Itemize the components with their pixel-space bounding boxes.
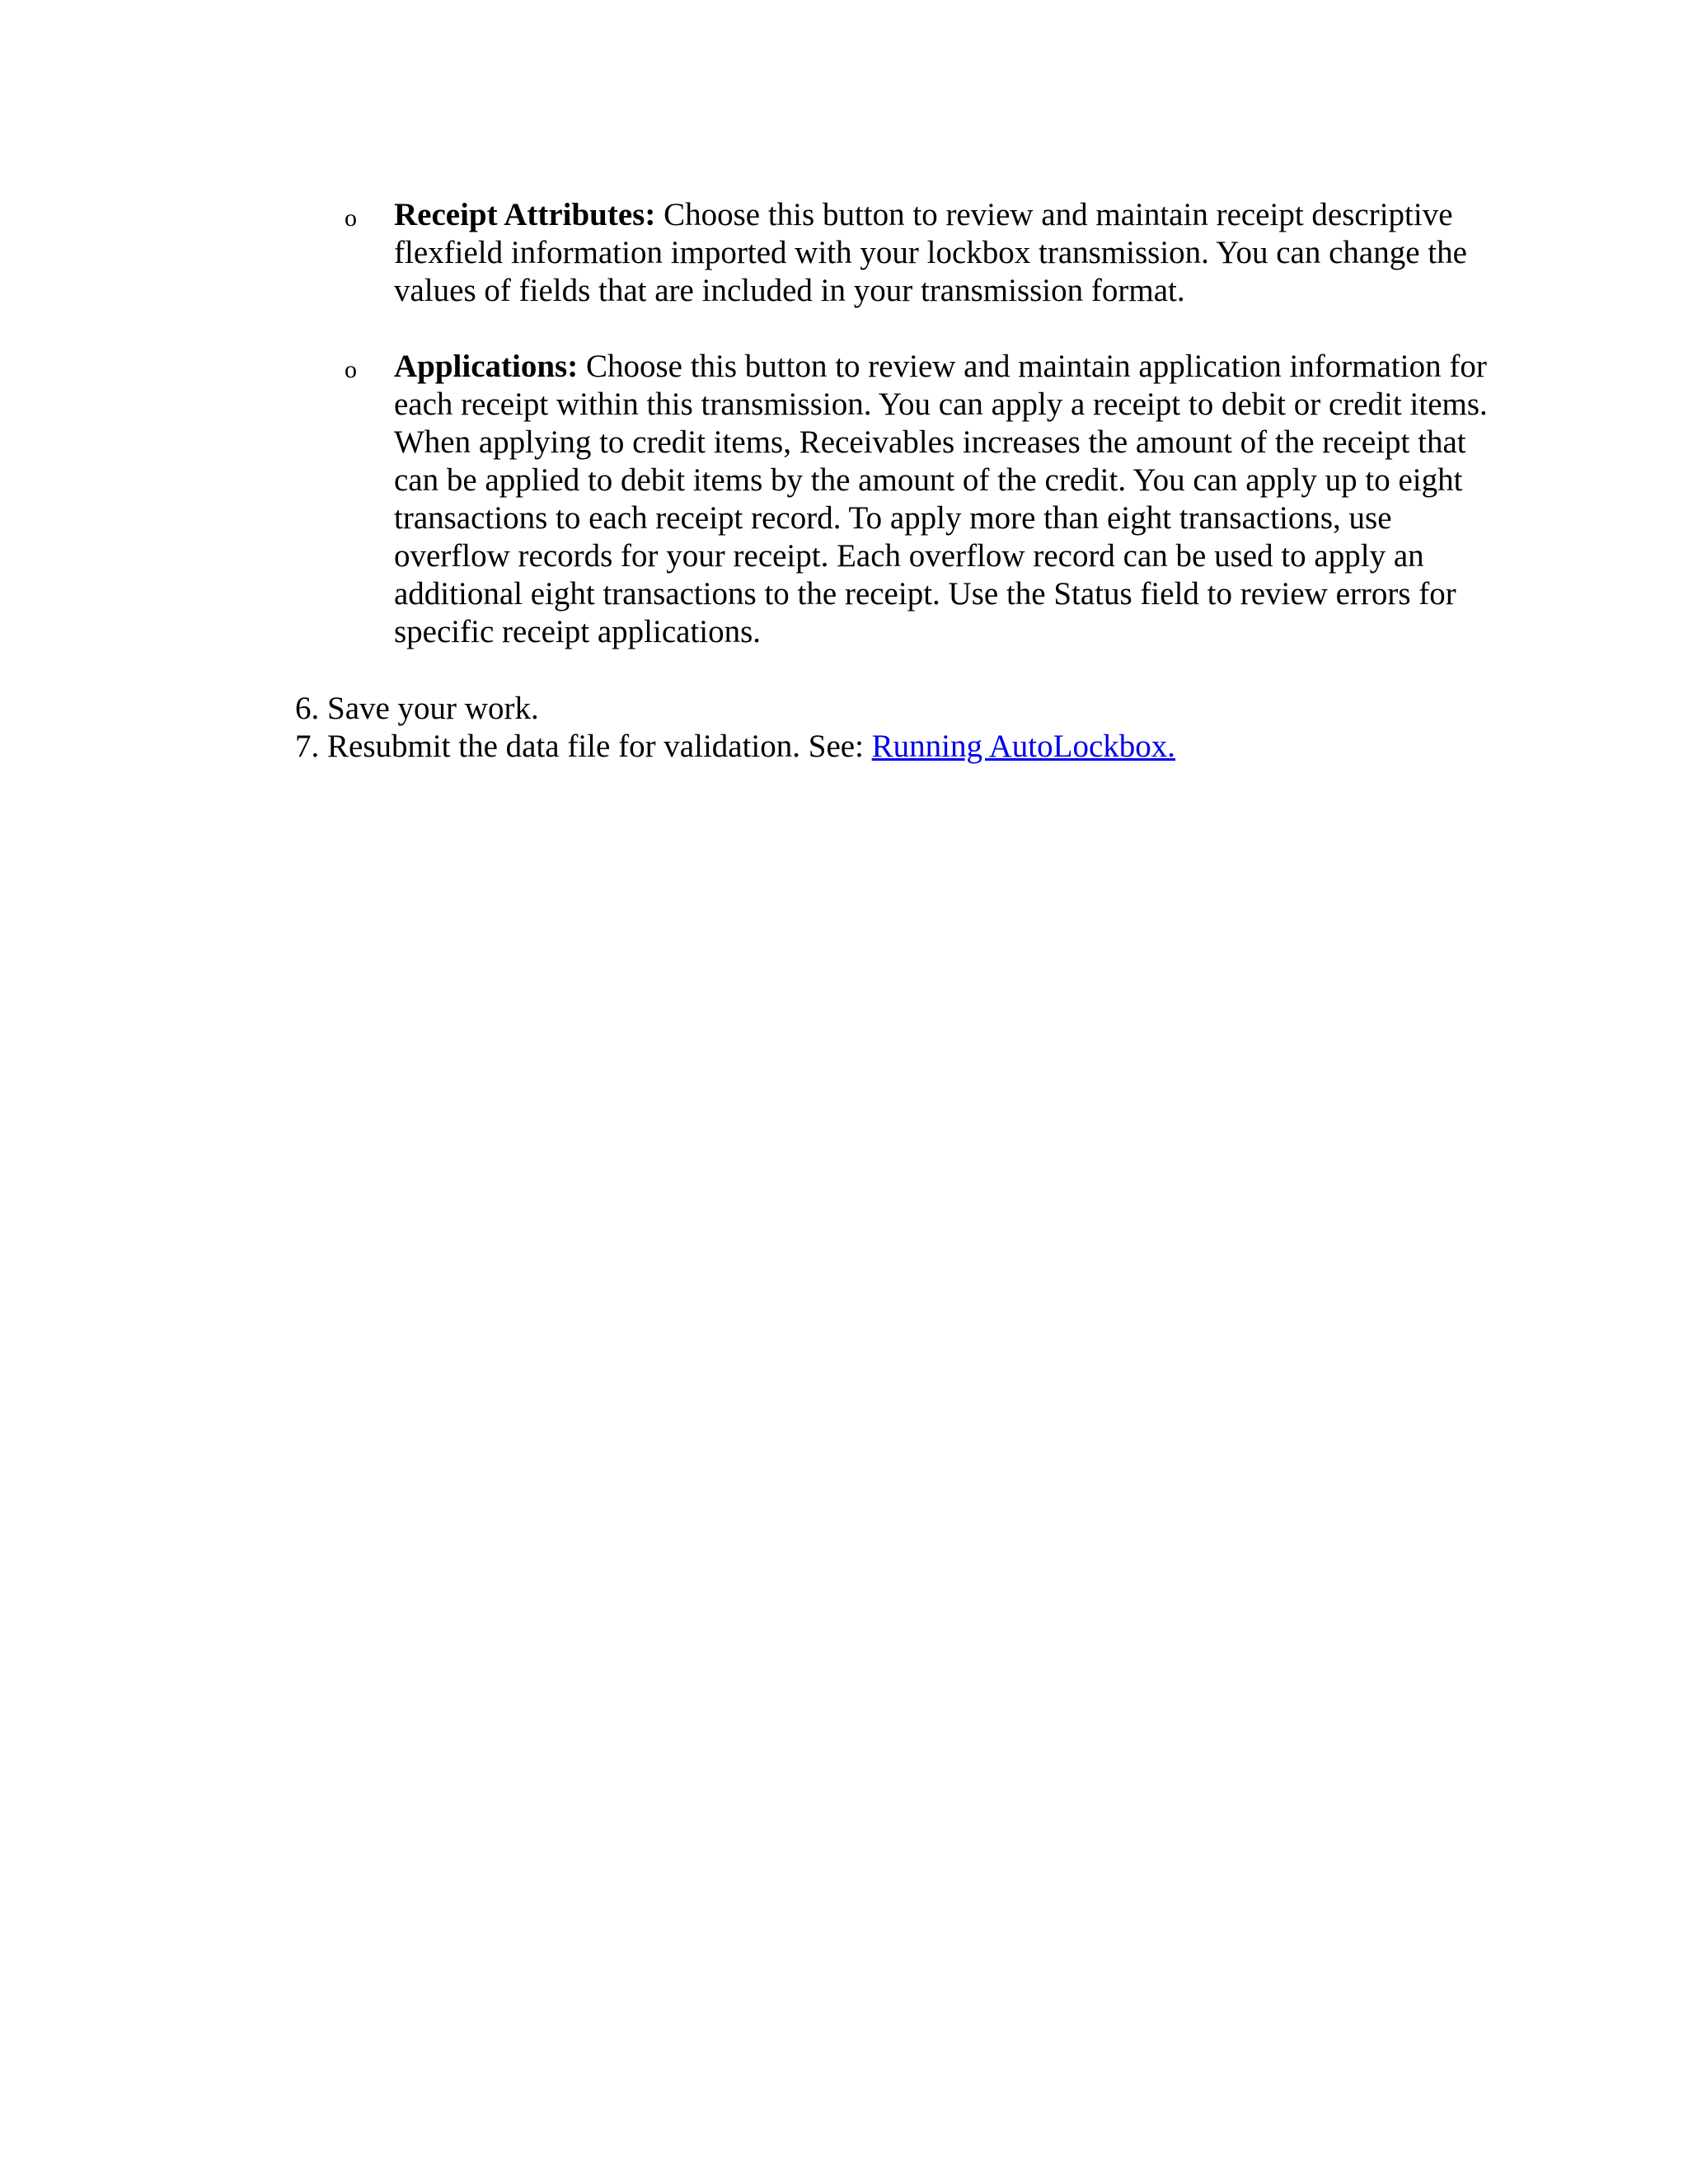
description-receipt-attributes: Choose this button to review and maintain receipt descriptive flexfield information imported with your lockbox transmission. You can change the values of fields that are included in your transmission format. xyxy=(394,197,1467,308)
term-applications: Applications: xyxy=(394,349,579,384)
term-receipt-attributes: Receipt Attributes: xyxy=(394,197,656,232)
step-7-text: 7. Resubmit the data file for validation. See: xyxy=(295,729,872,764)
procedure-steps xyxy=(295,690,1531,766)
step-6-text: 6. Save your work. xyxy=(295,691,539,726)
bullet-marker: o xyxy=(345,204,357,232)
list-item-applications xyxy=(345,348,1498,651)
running-autolockbox-link[interactable]: Running AutoLockbox. xyxy=(871,729,1176,764)
step-resubmit xyxy=(295,728,1531,766)
button-description-list xyxy=(345,196,1498,689)
description-applications: Choose this button to review and maintain application information for each receipt within this transmission. You can apply a receipt to debit or credit items. When applying to credit items, Receivables increases the amount of the receipt that can be applied to debit items by the amount of the credit. You can apply up to eight transactions to each receipt record. To apply more than eight transactions, use overflow records for your receipt. Each overflow record can be used to apply an additional eight transactions to the receipt. Use the Status field to review errors for specific receipt applications. xyxy=(394,349,1488,649)
bullet-marker: o xyxy=(345,356,357,383)
list-item-receipt-attributes xyxy=(345,196,1498,310)
step-save-work xyxy=(295,690,1531,728)
